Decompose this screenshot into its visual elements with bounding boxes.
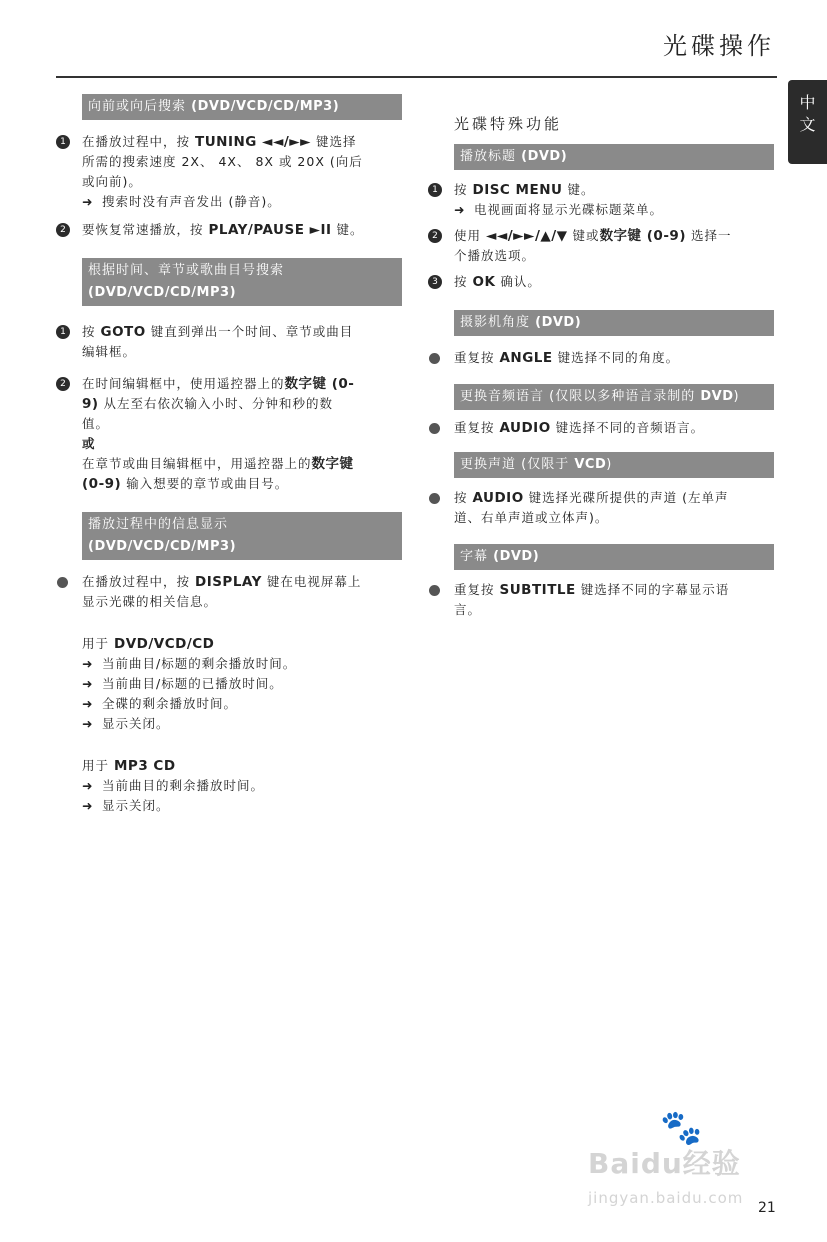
watermark-url: jingyan.baidu.com xyxy=(588,1189,744,1207)
arrow-icon: ➜ xyxy=(82,716,94,731)
result-line: ➜ 搜索时没有声音发出 (静音)。 xyxy=(82,192,404,212)
subheading-mp3: 用于 MP3 CD xyxy=(82,758,176,774)
arrow-icon: ➜ xyxy=(82,696,94,711)
bullet-item: 重复按 AUDIO 键选择不同的音频语言。 xyxy=(428,418,776,438)
baidu-watermark xyxy=(588,1108,778,1210)
bullet-icon xyxy=(57,577,68,588)
list-item: ➜ 当前曲目/标题的剩余播放时间。 xyxy=(82,654,404,674)
step-number-icon: 1 xyxy=(428,183,442,197)
page-number: 21 xyxy=(758,1200,776,1216)
section-heading: 光碟特殊功能 xyxy=(454,115,563,133)
step-item: 2 在时间编辑框中，使用遥控器上的数字键 (0- 9) 从左至右依次输入小时、分钟和秒的数 值。 或 在章节或曲目编辑框中，用遥控器上的数字键 (0-9) 输入想要的章节或曲目号。 xyxy=(56,374,404,494)
page-title: 光碟操作 xyxy=(663,32,775,60)
paw-icon: 🐾 xyxy=(660,1108,703,1148)
step-number-icon: 1 xyxy=(56,325,70,339)
right-column xyxy=(428,114,776,620)
step-item: 3 按 OK 确认。 xyxy=(428,272,776,292)
step-item: 1 按 DISC MENU 键。 ➜ 电视画面将显示光碟标题菜单。 xyxy=(428,180,776,220)
step-number-icon: 2 xyxy=(56,223,70,237)
bullet-item: 按 AUDIO 键选择光碟所提供的声道 (左单声 道、右单声道或立体声)。 xyxy=(428,488,776,528)
step-number-icon: 1 xyxy=(56,135,70,149)
section-bar-angle: 摄影机角度 (DVD) xyxy=(454,310,774,336)
step-item: 2 使用 ◄◄/►►/▲/▼ 键或数字键 (0-9) 选择一 个播放选项。 xyxy=(428,226,776,266)
section-bar-audio-channel: 更换声道 (仅限于 VCD) xyxy=(454,452,774,478)
bullet-item: 重复按 SUBTITLE 键选择不同的字幕显示语 言。 xyxy=(428,580,776,620)
section-bar-search: 向前或向后搜索 (DVD/VCD/CD/MP3) xyxy=(82,94,402,120)
section-bar-subtitle: 字幕 (DVD) xyxy=(454,544,774,570)
left-column xyxy=(56,94,404,816)
arrow-icon: ➜ xyxy=(82,778,94,793)
section-bar-goto: 根据时间、章节或歌曲目号搜索 (DVD/VCD/CD/MP3) xyxy=(82,258,402,306)
step-number-icon: 3 xyxy=(428,275,442,289)
step-item: 2 要恢复常速播放，按 PLAY/PAUSE ►II 键。 xyxy=(56,220,404,240)
list-item: ➜ 显示关闭。 xyxy=(82,796,404,816)
section-bar-title: 播放标题 (DVD) xyxy=(454,144,774,170)
watermark-brand: Baidu经验 xyxy=(588,1147,741,1180)
subheading-dvd: 用于 DVD/VCD/CD xyxy=(82,636,215,652)
step-number-icon: 2 xyxy=(428,229,442,243)
step-number-icon: 2 xyxy=(56,377,70,391)
section-bar-display: 播放过程中的信息显示 (DVD/VCD/CD/MP3) xyxy=(82,512,402,560)
list-item: ➜ 当前曲目的剩余播放时间。 xyxy=(82,776,404,796)
step-item: 1 按 GOTO 键直到弹出一个时间、章节或曲目 编辑框。 xyxy=(56,322,404,362)
bullet-item: 在播放过程中，按 DISPLAY 键在电视屏幕上 显示光碟的相关信息。 xyxy=(56,572,404,612)
arrow-icon: ➜ xyxy=(454,202,466,217)
arrow-icon: ➜ xyxy=(82,656,94,671)
bullet-icon xyxy=(429,585,440,596)
bullet-icon xyxy=(429,423,440,434)
list-item: ➜ 全碟的剩余播放时间。 xyxy=(82,694,404,714)
bullet-icon xyxy=(429,493,440,504)
bullet-item: 重复按 ANGLE 键选择不同的角度。 xyxy=(428,348,776,368)
list-item: ➜ 显示关闭。 xyxy=(82,714,404,734)
language-tab xyxy=(788,80,827,164)
step-item: 1 在播放过程中，按 TUNING ◄◄/►► 键选择 所需的搜索速度 2X、 4X、 8X 或 20X (向后 或向前)。 ➜ 搜索时没有声音发出 (静音)。 xyxy=(56,132,404,212)
list-item: ➜ 当前曲目/标题的已播放时间。 xyxy=(82,674,404,694)
bullet-icon xyxy=(429,353,440,364)
arrow-icon: ➜ xyxy=(82,194,94,209)
arrow-icon: ➜ xyxy=(82,798,94,813)
result-line: ➜ 电视画面将显示光碟标题菜单。 xyxy=(454,200,776,220)
top-rule xyxy=(56,76,777,78)
section-bar-audio-language: 更换音频语言 (仅限以多种语言录制的 DVD) xyxy=(454,384,774,410)
language-tab-label: 中文 xyxy=(797,94,816,138)
arrow-icon: ➜ xyxy=(82,676,94,691)
